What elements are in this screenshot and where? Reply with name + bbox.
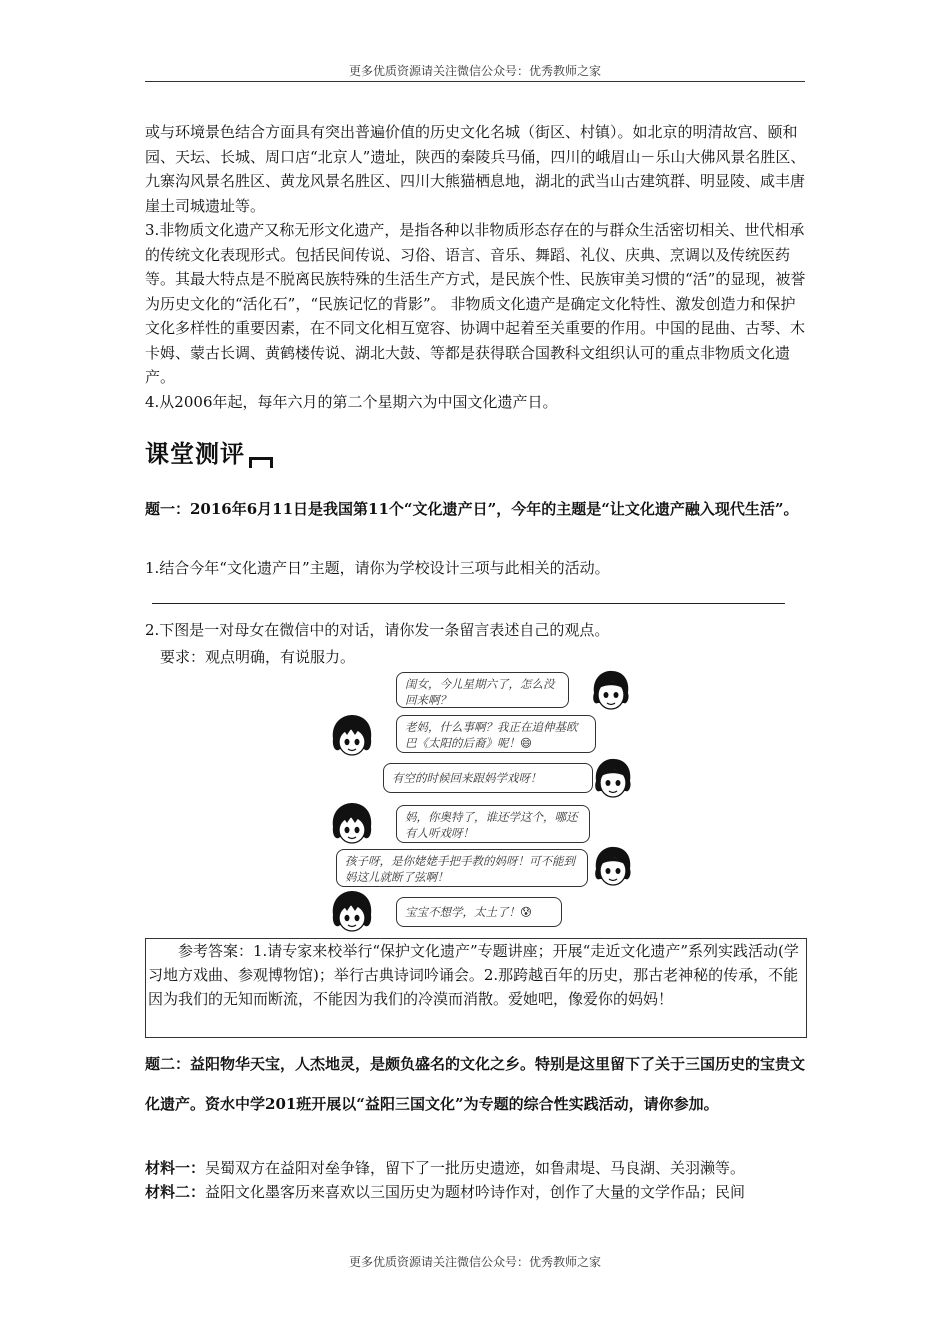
chat-bubble-daughter-3 <box>396 897 562 927</box>
question-requirement: 要求：观点明确，有说服力。 <box>160 648 356 666</box>
chat-text: 老妈，什么事啊？我正在追伸基欧巴《太阳的后裔》呢！😄 <box>405 720 578 750</box>
reference-answer-text: 参考答案：1.请专家来校举行“保护文化遗产”专题讲座；开展“走近文化遗产”系列实践活动(学习地方戏曲、参观博物馆)；举行古典诗词吟诵会。2.那跨越百年的历史，那古老神秘的传承，不能因为我们的无知而断流，不能因为我们的冷漠而消散。爱她吧，像爱你的妈妈！ <box>148 942 799 1008</box>
daughter-avatar-icon <box>330 889 374 935</box>
chat-text: 有空的时候回来跟妈学戏呀！ <box>392 771 542 785</box>
question-one-sub1: 1.结合今年“文化遗产日”主题，请你为学校设计三项与此相关的活动。 <box>145 559 610 577</box>
page-footer: 更多优质资源请关注微信公众号：优秀教师之家 <box>348 1255 601 1269</box>
chat-text: 妈，你奥特了，谁还学这个，哪还有人听戏呀！ <box>405 810 578 840</box>
body-text <box>145 120 810 414</box>
material-two-label: 材料二： <box>145 1183 206 1201</box>
mother-avatar-icon <box>592 757 634 801</box>
material-one <box>145 1156 810 1180</box>
chat-bubble-mother-2 <box>383 763 593 793</box>
title-decoration-icon <box>249 457 273 468</box>
daughter-avatar-icon <box>330 801 374 847</box>
chat-text: 宝宝不想学，太土了！😰 <box>405 905 532 919</box>
page-header: 更多优质资源请关注微信公众号：优秀教师之家 <box>348 64 601 78</box>
paragraph-heritage-day: 4.从2006年起，每年六月的第二个星期六为中国文化遗产日。 <box>145 392 558 411</box>
answer-line <box>152 603 785 604</box>
question-one-sub2: 2.下图是一对母女在微信中的对话，请你发一条留言表述自己的观点。 <box>145 621 610 639</box>
chat-bubble-mother-3 <box>336 849 588 887</box>
section-title-text: 课堂测评 <box>145 440 245 468</box>
material-one-label: 材料一： <box>145 1159 206 1177</box>
chat-text: 闺女，今儿星期六了，怎么没回来啊？ <box>405 677 555 707</box>
wechat-dialogue-illustration <box>328 665 638 935</box>
material-one-text: 吴蜀双方在益阳对垒争锋，留下了一批历史遗迹，如鲁肃堤、马良湖、关羽濑等。 <box>205 1159 746 1177</box>
chat-bubble-daughter-2 <box>396 805 590 843</box>
chat-bubble-mother-1 <box>396 672 569 708</box>
paragraph-intangible-heritage: 3.非物质文化遗产又称无形文化遗产，是指各种以非物质形态存在的与群众生活密切相关、世代相承的传统文化表现形式。包括民间传说、习俗、语言、音乐、舞蹈、礼仪、庆典、烹调以及传统医药等。其最大特点是不脱离民族特殊的生活生产方式，是民族个性、民族审美习惯的“活”的显现，被誉为历史文化的“活化石”，“民族记忆的背影”。 非物质文化遗产是确定文化特性、激发创造力和保护文化多样性的重要因素，在不同文化相互宽容、协调中起着至关重要的作用。中国的昆曲、古琴、木卡姆、蒙古长调、黄鹤楼传说、湖北大鼓、等都是获得联合国教科文组织认可的重点非物质文化遗产。 <box>145 221 806 386</box>
mother-avatar-icon <box>592 845 634 889</box>
material-two-text: 益阳文化墨客历来喜欢以三国历史为题材吟诗作对，创作了大量的文学作品；民间 <box>205 1183 746 1201</box>
question-one-title: 题一：2016年6月11日是我国第11个“文化遗产日”，今年的主题是“让文化遗产融入现代生活”。 <box>145 500 799 518</box>
chat-bubble-daughter-1 <box>396 715 596 753</box>
question-two-title: 题二：益阳物华天宝，人杰地灵，是颇负盛名的文化之乡。特别是这里留下了关于三国历史的宝贵文化遗产。资水中学201班开展以“益阳三国文化”为专题的综合性实践活动，请你参加。 <box>145 1055 806 1113</box>
paragraph-heritage-sites: 或与环境景色结合方面具有突出普遍价值的历史文化名城（街区、村镇）。如北京的明清故宫、颐和园、天坛、长城、周口店“北京人”遗址，陕西的秦陵兵马俑，四川的峨眉山－乐山大佛风景名胜区、九寨沟风景名胜区、黄龙风景名胜区、四川大熊猫栖息地，湖北的武当山古建筑群、明显陵、咸丰唐崖土司城遗址等。 <box>145 123 806 215</box>
header-rule <box>145 81 805 82</box>
mother-avatar-icon <box>590 669 632 713</box>
reference-answer-box <box>145 938 807 1038</box>
chat-text: 孩子呀，是你姥姥手把手教的妈呀！可不能到妈这儿就断了弦啊！ <box>345 854 575 884</box>
material-two <box>145 1180 810 1204</box>
daughter-avatar-icon <box>330 713 374 759</box>
section-title <box>145 434 273 469</box>
